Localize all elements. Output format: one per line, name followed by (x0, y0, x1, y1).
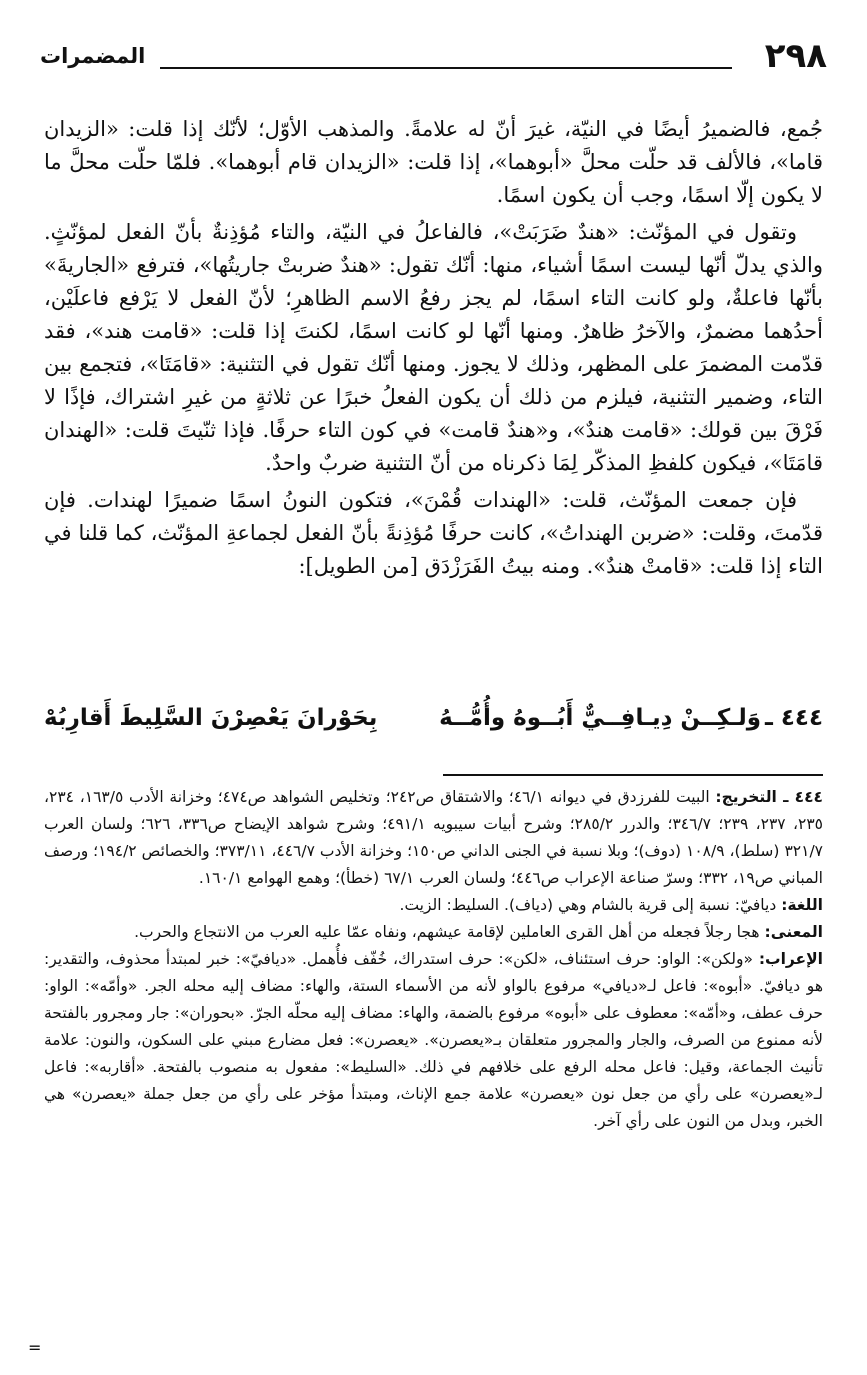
continuation-mark: = (28, 1338, 42, 1357)
footnote-rule (443, 774, 823, 776)
main-text (44, 113, 823, 583)
takhrij-label: ٤٤٤ ـ التخريج: (715, 788, 823, 806)
paragraph-2: وتقول في المؤنّث: «هندٌ ضَرَبَتْ»، فالفاعلُ في النيّة، والتاء مُؤذِنةٌ بأنّ الفعل لمؤنّثٍ. والذي يدلّ أنّها ليست اسمًا أشياء، منها: أنّك تقول: «هندٌ ضربتْ جاريتُها»، فترفع «الجاريةَ» بأنّها فاعلةٌ، ولو كانت التاء اسمًا، لم يجز رفعُ الاسم الظاهرِ؛ لأنّ الفعل لا يَرْفع فاعلَيْن، أحدُهما مضمرٌ، والآخرُ ظاهرٌ. ومنها أنّها لو كانت اسمًا، لكنتَ إذا قلت: «قامت هند»، فقد قدّمت المضمرَ على المظهر، وذلك لا يجوز. ومنها أنّك تقول في التثنية: «قامَتَا»، فتجمع بين التاء، وضمير التثنية، فيلزم من ذلك أن يكون الفعلُ خبرًا عن ثلاثةٍ من غيرِ اشتراك، فإذًا لا فَرْقَ بين قولك: «قامت هندٌ»، و«هندٌ قامت» في كون التاء حرفًا. فإذا ثنّيتَ قلت: «الهندان قامَتَا»، فيكون كلفظِ المذكّر لِمَا ذكرناه من أنّ التثنية ضربٌ واحدٌ. (44, 220, 823, 475)
footnote-lugha (44, 892, 823, 919)
verse-first-hemistich: وَلـكِــنْ دِيـافِــيٌّ أَبُــوهُ وأُمُّــهُ (439, 705, 761, 731)
poetry-verse (44, 705, 823, 745)
chapter-title: المضمرات (40, 44, 146, 68)
verse-number: ٤٤٤ ـ (765, 705, 823, 731)
lugha-text: ديافيّ: نسبة إلى قرية بالشام وهي (دياف). السليط: الزيت. (399, 896, 777, 914)
irab-text: «ولكن»: الواو: حرف استئناف، «لكن»: حرف استدراك، خُفّف فأُهمل. «ديافيّ»: خبر لمبتدأ محذوف، والتقدير: هو ديافيّ. «أبوه»: فاعل لـ«ديافي» مرفوع بالواو لأنه من الأسماء الستة، والهاء: مضاف إليه محله الجر. «وأمّه»: الواو: حرف عطف، و«أمّه»: معطوف على «أبوه» مرفوع بالضمة، والهاء: مضاف إليه محلّه الجرّ. «بحوران»: جار ومجرور بالفتحة لأنه ممنوع من الصرف، والجار والمجرور متعلقان بـ«يعصرن». «يعصرن»: فعل مضارع مبني على السكون، والنون: علامة تأنيث الجماعة، وقيل: فاعل محله الرفع على خلافهم في ذلك. «السليط»: مفعول به منصوب بالفتحة. «أقاربه»: فاعل لـ«يعصرن» على رأي من جعل نون «يعصرن» علامة جمع الإناث، ومبتدأ مؤخر على رأي من جعل جملة «يعصرن» هي الخبر، وبدل من النون على رأي آخر. (44, 950, 823, 1130)
page-number: ٢٩٨ (764, 36, 827, 76)
maana-text: هجا رجلاً فجعله من أهل القرى العاملين لإقامة عيشهم، ونفاه عمّا عليه العرب من الانتجاع والحرب. (134, 923, 760, 941)
header-rule (160, 67, 732, 69)
takhrij-text: البيت للفرزدق في ديوانه ٤٦/١؛ والاشتقاق ص٢٤٢؛ وتخليص الشواهد ص٤٧٤؛ وخزانة الأدب ١٦٣/٥، ٢٣٤، ٢٣٥، ٢٣٧، ٢٣٩؛ ٣٤٦/٧؛ والدرر ٢٨٥/٢؛ وشرح أبيات سيبويه ٤٩١/١؛ وشرح شواهد الإيضاح ص٣٣٦، ٦٢٦؛ ولسان العرب ٣٢١/٧ (سلط)، ١٠٨/٩ (دوف)؛ وبلا نسبة في الجنى الداني ص١٥٠؛ وخزانة الأدب ٤٤٦/٧، ٣٧٣/١١؛ والخصائص ١٩٤/٢؛ ورصف المباني ص١٩، ٣٣٢؛ وسرّ صناعة الإعراب ص٤٤٦؛ ولسان العرب ٦٧/١ (خطأ)؛ وهمع الهوامع ١٦٠/١. (44, 788, 823, 887)
irab-label: الإعراب: (758, 950, 823, 968)
paragraph-3: فإن جمعت المؤنّث، قلت: «الهندات قُمْنَ»، فتكون النونُ اسمًا ضميرًا لهندات. فإن قدّمتَ، وقلت: «ضربن الهنداتُ»، كانت حرفًا مُؤذِنةً بأنّ الفعل لجماعةِ المؤنّث، كما قلنا في التاء إذا قلت: «قامتْ هندٌ». ومنه بيتُ الفَرَزْدَق [من الطويل]: (44, 488, 823, 578)
page-header (40, 34, 827, 74)
footnote-takhrij (44, 784, 823, 892)
footnote-irab (44, 946, 823, 1135)
footnotes (44, 784, 823, 1135)
paragraph-1: جُمع، فالضميرُ أيضًا في النيّة، غيرَ أنّ له علامةً. والمذهب الأوّل؛ لأنّك إذا قلت: «الزيدان قاما»، فالألف قد حلّت محلَّ «أبوهما»، إذا قلت: «الزيدان قام أبوهما». فلمّا حلّت محلَّ ما لا يكون إلّا اسمًا، وجب أن يكون اسمًا. (44, 117, 823, 207)
lugha-label: اللغة: (781, 896, 823, 914)
verse-second-hemistich: بِحَوْرانَ يَعْصِرْنَ السَّلِيطَ أَقارِبُهْ (44, 705, 378, 731)
maana-label: المعنى: (764, 923, 823, 941)
footnote-maana (44, 919, 823, 946)
